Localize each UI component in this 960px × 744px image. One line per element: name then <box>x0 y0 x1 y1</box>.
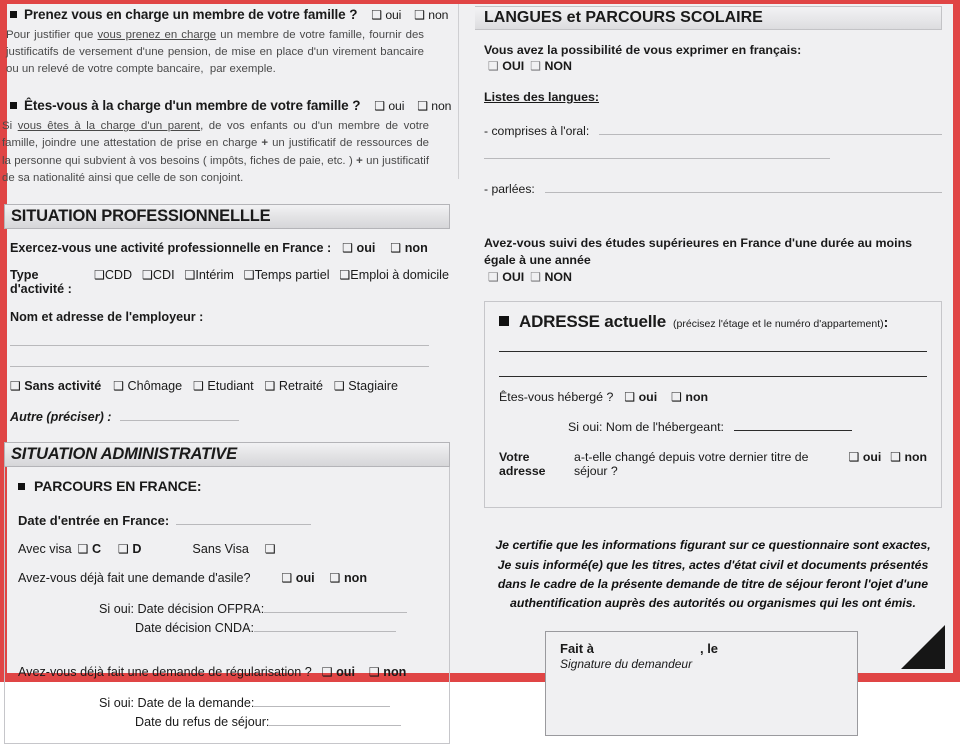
question-activite-professionnelle <box>10 241 449 255</box>
page-corner-triangle-icon <box>901 625 945 669</box>
question-regularisation-label: Avez-vous déjà fait une demande de régularisation ? <box>18 664 312 679</box>
cnda-input[interactable] <box>254 618 396 632</box>
checkbox-icon[interactable]: ❑ <box>417 99 428 114</box>
certification-line-3: dans le cadre de la présente demande de titre de séjour feront l'ojet d'une <box>497 576 929 591</box>
date-entree-label: Date d'entrée en France: <box>18 512 170 528</box>
option-visa-d[interactable]: ❑ D <box>118 541 142 556</box>
option-chomage[interactable]: ❑ Chômage <box>113 378 183 393</box>
question-a-charge-label: Êtes-vous à la charge d'un membre de votre famille ? <box>24 98 361 114</box>
ofpra-label: Si oui: Date décision OFPRA: <box>99 601 265 616</box>
option-etudes-oui[interactable]: ❑ OUI <box>488 270 525 285</box>
checkbox-icon[interactable]: ❑ <box>890 450 902 465</box>
question-activite-label: Exercez-vous une activité professionnelle en France : <box>10 240 332 255</box>
checkbox-icon[interactable]: ❑ <box>281 570 293 585</box>
section-header-situation-administrative <box>4 442 450 467</box>
option-type-emploi-domicile[interactable]: ❑Emploi à domicile <box>339 267 449 282</box>
checkbox-icon[interactable]: ❑ <box>339 267 351 282</box>
checkbox-icon[interactable]: ❑ <box>334 378 345 393</box>
fait-a-label: Fait à <box>560 640 594 656</box>
two-column-layout <box>2 4 953 729</box>
checkbox-icon[interactable]: ❑ <box>184 267 196 282</box>
option-changement-non[interactable]: ❑ non <box>890 450 927 465</box>
panel-parcours-en-france <box>4 467 450 744</box>
date-refus-row <box>18 712 436 729</box>
date-entree-input[interactable] <box>176 511 311 525</box>
sans-visa-label: Sans Visa <box>192 541 249 556</box>
employer-label: Nom et adresse de l'employeur : <box>10 309 204 324</box>
checkbox-icon[interactable]: ❑ <box>94 267 105 282</box>
bullet-square-icon <box>10 11 17 18</box>
comprises-oral-label: - comprises à l'oral: <box>484 124 590 138</box>
fait-a-row <box>560 641 857 656</box>
signature-box[interactable] <box>545 631 858 736</box>
ofpra-row <box>18 599 436 616</box>
question-changement-label-rest: a-t-elle changé depuis votre dernier titre de séjour ? <box>574 450 809 479</box>
type-activite-label: Type d'activité : <box>10 267 72 296</box>
adresse-actuelle-title <box>499 312 927 332</box>
section-title-langues: LANGUES et PARCOURS SCOLAIRE <box>484 9 763 26</box>
checkbox-icon[interactable]: ❑ <box>390 240 402 255</box>
option-asile-non[interactable]: ❑ non <box>329 570 368 585</box>
employer-label-row <box>10 310 449 324</box>
listes-langues-title: Listes des langues: <box>484 90 599 104</box>
checkbox-icon[interactable]: ❑ <box>321 664 333 679</box>
certification-text <box>489 536 937 612</box>
question-asile-row <box>18 571 436 585</box>
checkbox-icon[interactable]: ❑ <box>530 59 542 73</box>
autre-preciser-row <box>10 407 449 424</box>
option-francais-non[interactable]: ❑ NON <box>530 59 573 73</box>
help-text-a-charge: Si vous êtes à la charge d'un parent, de vos enfants ou d'un membre de votre famille, joindre une attestation de prise en charge + un justificatif de ressources de la personne qui subvient à vos besoins ( impôts, fiches de paie, etc. ) + un justificatif de sa nationalité ainsi que celle de son conjoint. <box>2 120 430 184</box>
section-title-situation-administrative: SITUATION ADMINISTRATIVE <box>11 444 237 463</box>
option-type-cdd[interactable]: ❑CDD <box>94 267 133 282</box>
question-changement-adresse-row <box>499 450 927 478</box>
question-prise-en-charge-header <box>10 7 449 22</box>
comprises-oral-input[interactable] <box>599 121 942 135</box>
option-etudiant[interactable]: ❑ Etudiant <box>193 378 254 393</box>
parcours-en-france-label: PARCOURS EN FRANCE: <box>34 477 202 494</box>
checkbox-icon[interactable]: ❑ <box>414 8 425 22</box>
date-refus-label: Date du refus de séjour: <box>135 714 270 729</box>
visa-row <box>18 542 436 556</box>
adresse-actuelle-label: ADRESSE actuelle <box>519 312 667 332</box>
option-stagiaire[interactable]: ❑ Stagiaire <box>334 378 398 393</box>
autre-preciser-input[interactable] <box>120 407 239 421</box>
option-visa-c[interactable]: ❑ C <box>77 541 102 556</box>
question-a-charge <box>2 98 459 186</box>
comprises-oral-input-line-2[interactable] <box>484 158 830 159</box>
adresse-actuelle-note: (précisez l'étage et le numéro d'appartement) <box>673 318 884 331</box>
question-type-activite <box>10 268 449 296</box>
question-a-charge-header <box>10 98 452 114</box>
question-regularisation-row <box>18 665 436 679</box>
option-regularisation-oui[interactable]: ❑ oui <box>321 664 355 679</box>
question-heberge-label: Êtes-vous hébergé ? <box>499 390 614 405</box>
option-activite-non[interactable]: ❑ non <box>390 240 428 255</box>
date-demande-label: Si oui: Date de la demande: <box>99 695 255 710</box>
question-changement-label-bold: Votre adresse <box>499 450 546 479</box>
section-header-langues-parcours-scolaire <box>475 6 942 30</box>
checkbox-icon[interactable]: ❑ <box>530 270 542 285</box>
help-text-prise-en-charge: Pour justifier que vous prenez en charge un membre de votre famille, fournir des justificatifs de versement d'une pension, de mise en place d'un virement bancaire ou un relevé de votre compte bancaire, par exemple. <box>6 29 424 76</box>
option-asile-oui[interactable]: ❑ oui <box>281 570 315 585</box>
bullet-square-icon <box>18 483 25 490</box>
cnda-row <box>18 618 436 635</box>
hebergeant-row <box>499 418 927 434</box>
block-situation-professionnelle <box>7 241 459 424</box>
checkbox-icon[interactable]: ❑ <box>671 390 682 405</box>
hebergeant-input[interactable] <box>734 418 852 431</box>
question-heberge-row <box>499 390 927 404</box>
cnda-label: Date décision CNDA: <box>135 620 254 635</box>
certification-line-4: authentification auprès des autorités ou organismes qui les ont émis. <box>510 595 916 610</box>
autre-preciser-label: Autre (préciser) : <box>10 409 112 424</box>
le-label: , le <box>699 640 719 656</box>
checkbox-icon[interactable]: ❑ <box>142 267 153 282</box>
checkbox-icon[interactable]: ❑ <box>848 450 860 465</box>
option-activite-oui[interactable]: ❑ oui <box>342 240 376 255</box>
question-asile-label: Avez-vous déjà fait une demande d'asile? <box>18 570 251 585</box>
date-demande-row <box>18 693 436 710</box>
date-entree-row <box>18 511 436 528</box>
option-retraite[interactable]: ❑ Retraité <box>264 378 324 393</box>
ofpra-input[interactable] <box>264 599 407 613</box>
option-type-temps-partiel[interactable]: ❑Temps partiel <box>243 267 330 282</box>
right-column <box>459 4 953 673</box>
bullet-square-icon <box>499 316 509 326</box>
checkbox-icon[interactable]: ❑ <box>10 378 21 393</box>
date-demande-input[interactable] <box>254 693 390 707</box>
signature-demandeur-label: Signature du demandeur <box>560 656 693 671</box>
option-changement-oui[interactable]: ❑ oui <box>848 450 882 465</box>
option-etudes-non[interactable]: ❑ NON <box>530 270 573 285</box>
hebergeant-label: Si oui: Nom de l'hébergeant: <box>568 420 724 435</box>
block-langues <box>475 43 953 284</box>
comprises-oral-row <box>484 121 942 138</box>
checkbox-icon[interactable]: ❑ <box>193 378 204 393</box>
parlees-row <box>484 179 942 196</box>
checkbox-icon[interactable]: ❑ <box>243 267 255 282</box>
question-francais-options <box>484 59 942 73</box>
adresse-input-line-2[interactable] <box>499 376 927 377</box>
option-regularisation-non[interactable]: ❑ non <box>368 664 407 679</box>
parlees-label: - parlées: <box>484 182 535 196</box>
checkbox-icon[interactable]: ❑ <box>342 240 354 255</box>
adresse-actuelle-colon: : <box>883 314 889 331</box>
checkbox-icon[interactable]: ❑ <box>77 541 89 556</box>
avec-visa-label: Avec visa <box>18 541 72 556</box>
option-a-charge-non[interactable]: ❑ non <box>417 99 452 114</box>
certification-line-2: Je suis informé(e) que les titres, actes d'état civil et documents présentés <box>497 557 929 572</box>
option-francais-oui[interactable]: ❑ OUI <box>488 59 525 73</box>
option-prise-en-charge-oui[interactable]: ❑ oui <box>371 8 402 22</box>
question-etudes-options <box>484 270 942 284</box>
question-francais-label: Vous avez la possibilité de vous exprimer en français: <box>484 43 802 57</box>
checkbox-icon[interactable]: ❑ <box>488 59 499 73</box>
question-etudes-superieures-label: Avez-vous suivi des études supérieures en France d'une durée au moins égale à une année <box>484 236 913 267</box>
bullet-square-icon <box>10 102 17 109</box>
certification-line-1: Je certifie que les informations figurant sur ce questionnaire sont exactes, <box>495 538 931 553</box>
parcours-en-france-title <box>18 478 436 494</box>
checkbox-icon[interactable]: ❑ <box>113 378 125 393</box>
checkbox-icon[interactable]: ❑ <box>264 378 276 393</box>
left-column <box>2 4 459 729</box>
section-header-situation-professionnelle <box>4 204 450 229</box>
checkbox-icon[interactable]: ❑ <box>488 270 499 285</box>
panel-adresse-actuelle <box>484 301 942 508</box>
question-prise-en-charge <box>7 4 459 78</box>
checkbox-icon[interactable]: ❑ <box>374 99 386 114</box>
option-heberge-non[interactable]: ❑ non <box>671 390 709 405</box>
option-heberge-oui[interactable]: ❑ oui <box>624 390 658 405</box>
employer-input-line-2[interactable] <box>10 366 429 367</box>
checkbox-sans-visa-icon[interactable]: ❑ <box>264 541 276 556</box>
checkbox-icon[interactable]: ❑ <box>118 541 129 556</box>
section-title-situation-professionnelle: SITUATION PROFESSIONNELLLE <box>11 206 271 225</box>
status-options-row <box>10 379 449 393</box>
option-type-cdi[interactable]: ❑CDI <box>142 267 175 282</box>
option-a-charge-oui[interactable]: ❑ oui <box>374 99 405 114</box>
option-sans-activite[interactable]: ❑ Sans activité <box>10 378 102 393</box>
date-refus-input[interactable] <box>269 712 401 726</box>
checkbox-icon[interactable]: ❑ <box>624 390 636 405</box>
checkbox-icon[interactable]: ❑ <box>329 570 341 585</box>
option-type-interim[interactable]: ❑Intérim <box>184 267 234 282</box>
checkbox-icon[interactable]: ❑ <box>368 664 380 679</box>
parlees-input[interactable] <box>545 179 942 193</box>
option-prise-en-charge-non[interactable]: ❑ non <box>414 8 449 22</box>
question-prise-en-charge-label: Prenez vous en charge un membre de votre famille ? <box>24 7 358 22</box>
checkbox-icon[interactable]: ❑ <box>371 8 383 22</box>
